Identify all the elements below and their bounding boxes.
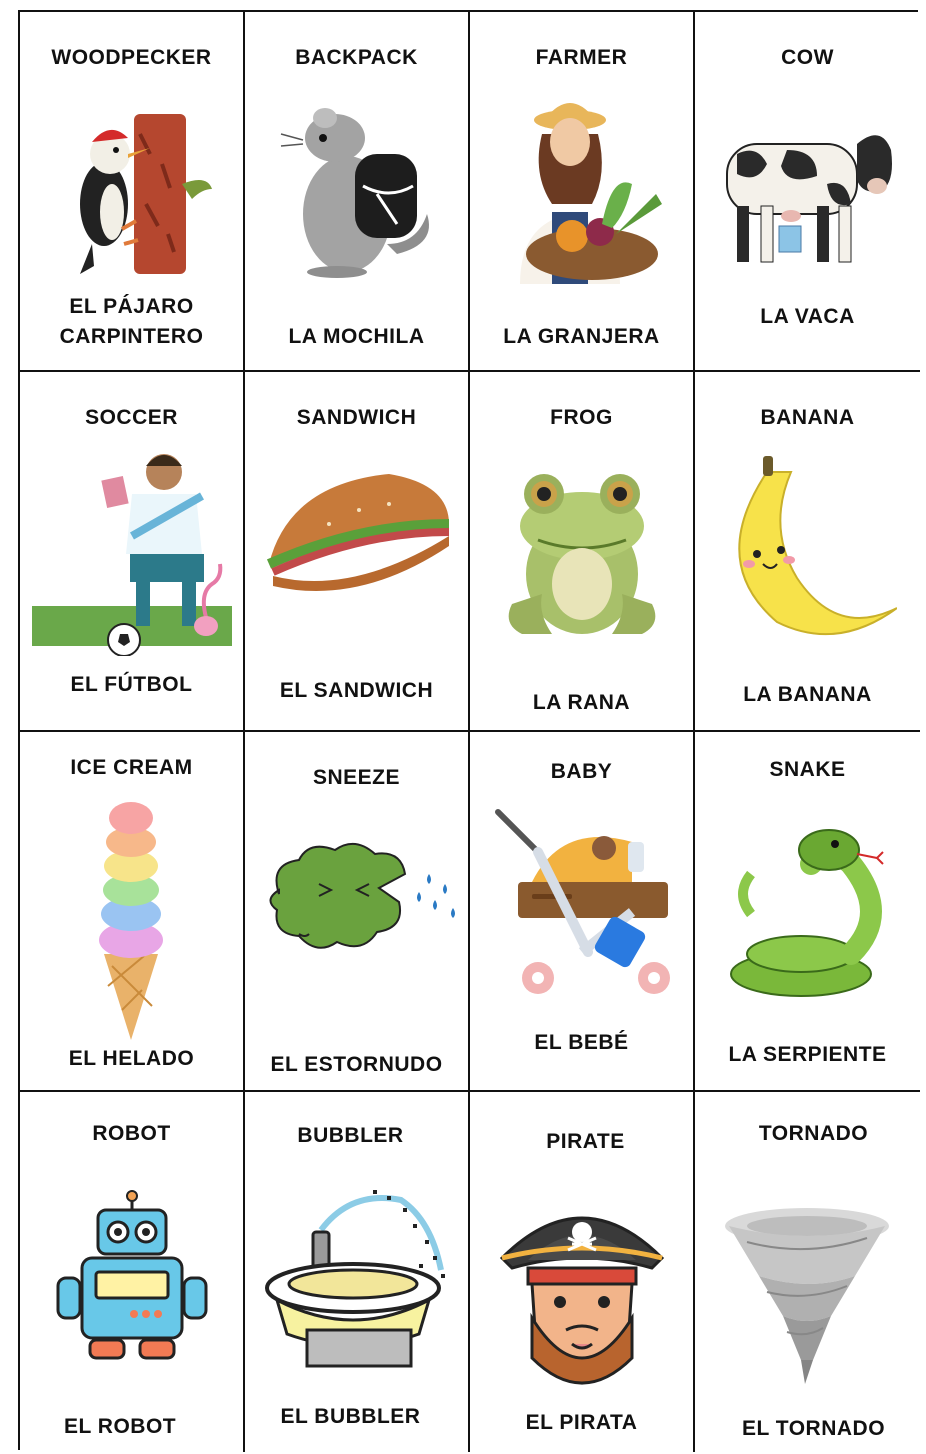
card-english-word: FROG (550, 406, 613, 429)
card-spanish-word: LA BANANA (743, 683, 872, 706)
card-spanish-word: LA VACA (760, 305, 855, 328)
card-pirate (470, 1092, 695, 1452)
card-farmer (470, 12, 695, 372)
card-sneeze (245, 732, 470, 1092)
card-english-word: COW (781, 46, 834, 69)
card-backpack (245, 12, 470, 372)
farmer-icon (492, 94, 672, 284)
card-english-word: ICE CREAM (70, 756, 193, 779)
card-robot (20, 1092, 245, 1452)
card-spanish-word: LA SERPIENTE (728, 1043, 887, 1066)
card-spanish-word: EL ROBOT (64, 1415, 177, 1438)
card-english-word: BABY (550, 760, 613, 783)
card-ice-cream (20, 732, 245, 1092)
banana-icon (717, 454, 897, 644)
card-english-word: BACKPACK (295, 46, 418, 69)
card-snake (695, 732, 920, 1092)
card-english-word: TORNADO (758, 1122, 869, 1145)
card-english-word: SANDWICH (296, 406, 417, 429)
woodpecker-icon (42, 94, 222, 284)
card-sandwich (245, 372, 470, 732)
card-banana (695, 372, 920, 732)
card-woodpecker (20, 12, 245, 372)
ice-cream-icon (42, 790, 222, 1040)
card-spanish-word: EL FÚTBOL (70, 673, 193, 696)
chinchilla-backpack-icon (267, 94, 447, 284)
soccer-player-icon (32, 436, 232, 656)
card-english-word: BANANA (760, 406, 855, 429)
card-english-word: ROBOT (92, 1122, 171, 1145)
card-tornado (695, 1092, 920, 1452)
card-spanish-word: EL ESTORNUDO (270, 1053, 443, 1076)
tornado-icon (717, 1202, 897, 1392)
robot-icon (42, 1188, 222, 1368)
card-soccer (20, 372, 245, 732)
card-spanish-word: LA MOCHILA (288, 325, 425, 348)
card-spanish-word: LA RANA (532, 691, 631, 714)
baby-stroller-icon (492, 802, 672, 1012)
card-spanish-word: EL PÁJARO CARPINTERO (59, 295, 204, 348)
card-english-word: FARMER (535, 46, 628, 69)
cow-icon (717, 94, 897, 284)
card-english-word: SNAKE (769, 758, 846, 781)
card-cow (695, 12, 920, 372)
card-spanish-word: EL BEBÉ (534, 1031, 629, 1054)
card-spanish-word: EL TORNADO (741, 1417, 886, 1440)
sandwich-icon (259, 454, 455, 644)
frog-icon (492, 454, 672, 644)
snake-icon (721, 814, 891, 1004)
card-english-word: BUBBLER (297, 1124, 404, 1147)
card-bubbler (245, 1092, 470, 1452)
card-english-word: SOCCER (85, 406, 178, 429)
card-english-word: PIRATE (546, 1130, 625, 1153)
bubbler-icon (263, 1180, 453, 1370)
card-frog (470, 372, 695, 732)
card-baby (470, 732, 695, 1092)
flashcard-grid (18, 10, 918, 1450)
card-spanish-word: EL PIRATA (525, 1411, 638, 1434)
card-english-word: WOODPECKER (51, 46, 212, 69)
pirate-icon (492, 1198, 672, 1398)
sneeze-icon (259, 814, 469, 1004)
card-spanish-word: EL SANDWICH (279, 679, 434, 702)
card-spanish-word: EL BUBBLER (280, 1405, 421, 1428)
card-spanish-word: LA GRANJERA (503, 325, 660, 348)
card-spanish-word: EL HELADO (68, 1047, 195, 1070)
card-english-word: SNEEZE (312, 766, 401, 789)
